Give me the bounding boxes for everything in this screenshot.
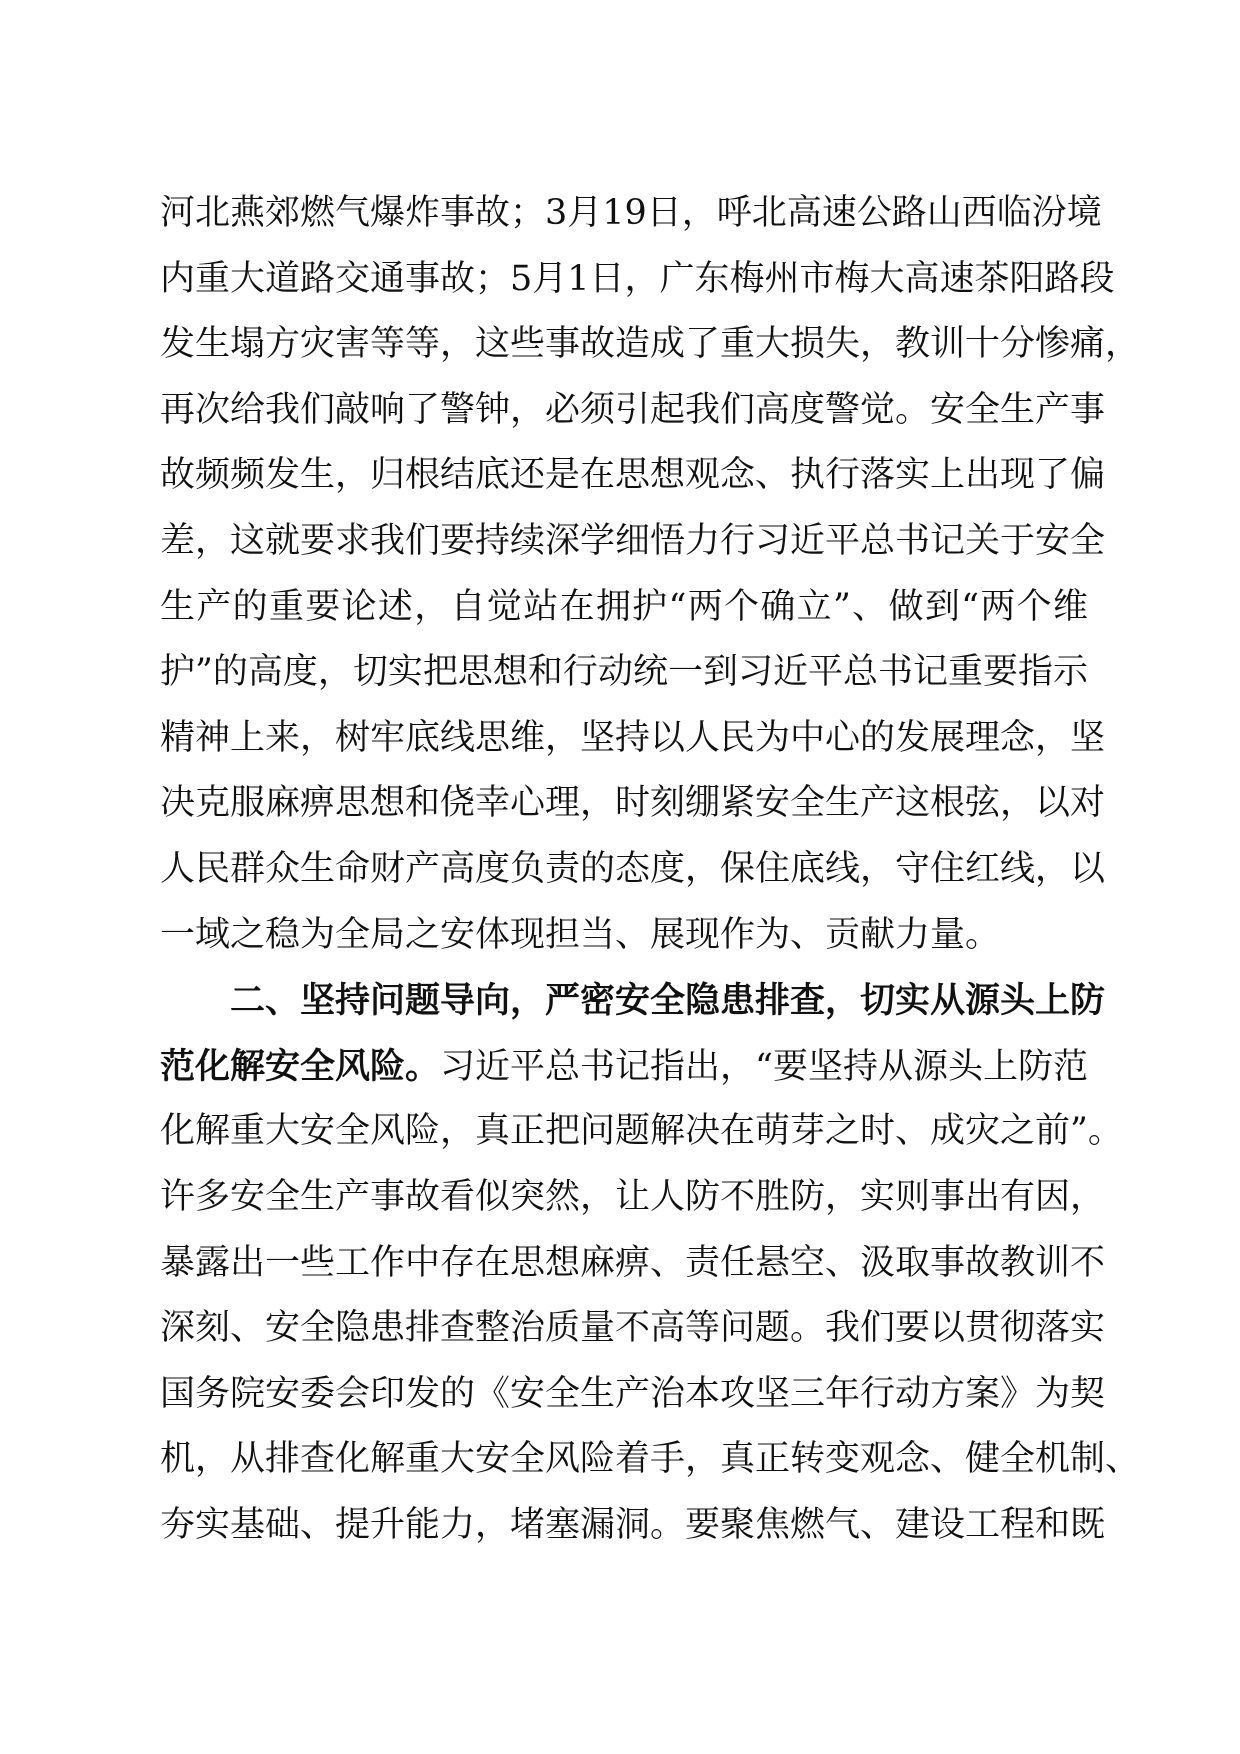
text-line: 决克服麻痹思想和侥幸心理，时刻绷紧安全生产这根弦，以对 [160, 783, 1106, 824]
body-text: 习近平总书记指出，“要坚持从源头上防范 [440, 1046, 1088, 1087]
text-line: 深刻、安全隐患排查整治质量不高等问题。我们要以贯彻落实 [160, 1308, 1106, 1349]
text-line: 国务院安委会印发的《安全生产治本攻坚三年行动方案》为契 [160, 1373, 1106, 1414]
text-line: 内重大道路交通事故；5月1日，广东梅州市梅大高速茶阳路段 [160, 258, 1115, 299]
text-line: 一域之稳为全局之安体现担当、展现作为、贡献力量。 [160, 914, 1001, 955]
heading-text: 二、坚持问题导向，严密安全隐患排查，切实从源头上防 [230, 980, 1106, 1022]
text-line: 精神上来，树牢底线思维，坚持以人民为中心的发展理念，坚 [160, 717, 1106, 758]
text-line: 许多安全生产事故看似突然，让人防不胜防，实则事出有因， [160, 1176, 1106, 1217]
section-heading [160, 968, 1106, 1034]
text-line: 发生塌方灾害等等，这些事故造成了重大损失，教训十分惨痛， [160, 324, 1141, 365]
text-line: 生产的重要论述，自觉站在拥护“两个确立”、做到“两个维 [160, 586, 1088, 627]
document-page [160, 181, 1141, 1558]
heading-text-end: 范化解安全风险。 [160, 1045, 441, 1087]
text-line: 差，这就要求我们要持续深学细悟力行习近平总书记关于安全 [160, 520, 1106, 561]
text-line: 再次给我们敲响了警钟，必须引起我们高度警觉。安全生产事 [160, 389, 1106, 430]
text-line: 夯实基础、提升能力，堵塞漏洞。要聚焦燃气、建设工程和既 [160, 1504, 1106, 1545]
text-line: 暴露出一些工作中存在思想麻痹、责任悬空、汲取事故教训不 [160, 1242, 1106, 1283]
text-line [160, 1034, 1088, 1100]
text-line: 故频频发生，归根结底还是在思想观念、执行落实上出现了偏 [160, 455, 1106, 496]
paragraph-1 [160, 181, 1141, 968]
text-line: 人民群众生命财产高度负责的态度，保住底线，守住红线，以 [160, 848, 1106, 889]
paragraph-2 [160, 968, 1141, 1558]
text-line: 护”的高度，切实把思想和行动统一到习近平总书记重要指示 [160, 652, 1088, 693]
text-line: 化解重大安全风险，真正把问题解决在萌芽之时、成灾之前”。 [160, 1111, 1123, 1152]
text-line: 河北燕郊燃气爆炸事故；3月19日，呼北高速公路山西临汾境 [160, 193, 1102, 233]
text-line: 机，从排查化解重大安全风险着手，真正转变观念、健全机制、 [160, 1439, 1141, 1480]
